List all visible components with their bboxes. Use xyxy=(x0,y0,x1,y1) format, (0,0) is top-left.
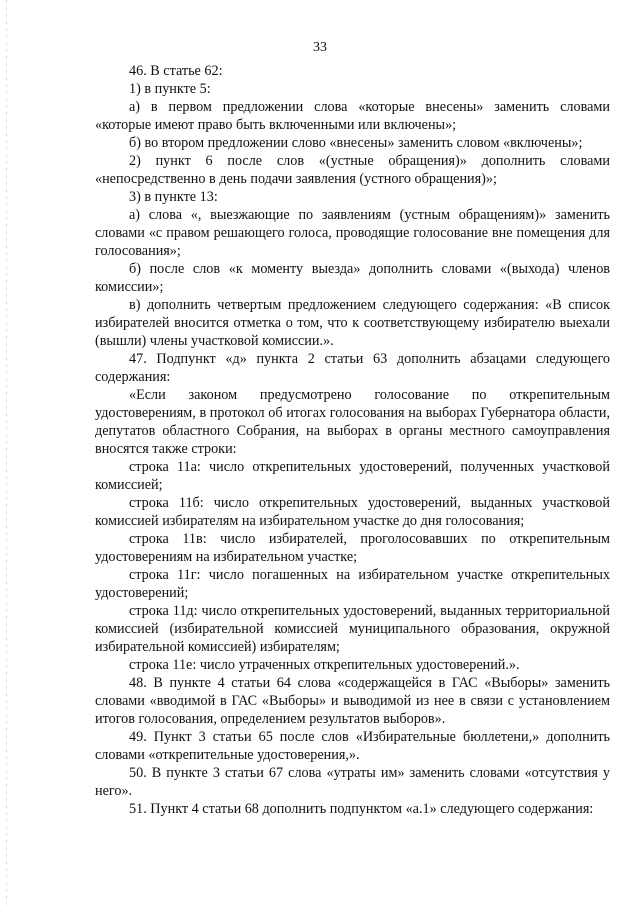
paragraph-46-3: 3) в пункте 13: xyxy=(129,189,218,205)
paragraph-row-11a: строка 11а: число открепительных удостоверений, полученных участковой комиссией; xyxy=(95,459,610,493)
page-number: 33 xyxy=(313,40,327,55)
document-body xyxy=(95,62,610,818)
paragraph-46-3-b: б) после слов «к моменту выезда» дополнить словами «(выхода) членов комиссии»; xyxy=(95,261,610,295)
paragraph-row-11v: строка 11в: число избирателей, проголосовавших по открепительным удостоверениям на избирательном участке; xyxy=(95,531,610,565)
paragraph-46: 46. В статье 62: xyxy=(129,63,223,79)
paragraph-47: 47. Подпункт «д» пункта 2 статьи 63 дополнить абзацами следующего содержания: xyxy=(95,351,610,385)
paragraph-51: 51. Пункт 4 статьи 68 дополнить подпунктом «а.1» следующего содержания: xyxy=(129,801,594,817)
scan-edge-artifact xyxy=(6,0,7,905)
paragraph-46-3-a: а) слова «, выезжающие по заявлениям (устным обращениям)» заменить словами «с правом решающего голоса, проводящие голосование вне помещения для голосования»; xyxy=(95,207,610,259)
paragraph-47-quote: «Если законом предусмотрено голосование по открепительным удостоверениям, в протокол об итогах голосования на выборах Губернатора области, депутатов областного Собрания, на выборах в органы местного самоуправления вносятся также строки: xyxy=(95,387,610,457)
paragraph-46-3-v: в) дополнить четвертым предложением следующего содержания: «В список избирателей вносится отметка о том, что к соответствующему избирателю выехали (вышли) члены участковой комиссии.». xyxy=(95,297,610,349)
paragraph-46-1-a: а) в первом предложении слова «которые внесены» заменить словами «которые имеют право быть включенными или включены»; xyxy=(95,99,610,133)
paragraph-row-11g: строка 11г: число погашенных на избирательном участке открепительных удостоверений; xyxy=(95,567,610,601)
paragraph-49: 49. Пункт 3 статьи 65 после слов «Избирательные бюллетени,» дополнить словами «открепительные удостоверения,». xyxy=(95,729,610,763)
paragraph-row-11e: строка 11е: число утраченных открепительных удостоверений.». xyxy=(129,657,520,673)
paragraph-row-11b: строка 11б: число открепительных удостоверений, выданных участковой комиссией избирателям на избирательном участке до дня голосования; xyxy=(95,495,610,529)
paragraph-row-11d: строка 11д: число открепительных удостоверений, выданных территориальной комиссией (избирательной комиссией муниципального образования, окружной избирательной комиссией) избирателям; xyxy=(95,603,610,655)
paragraph-50: 50. В пункте 3 статьи 67 слова «утраты им» заменить словами «отсутствия у него». xyxy=(95,765,610,799)
paragraph-46-1: 1) в пункте 5: xyxy=(129,81,211,97)
paragraph-46-2: 2) пункт 6 после слов «(устные обращения)» дополнить словами «непосредственно в день подачи заявления (устного обращения)»; xyxy=(95,153,610,187)
paragraph-46-1-b: б) во втором предложении слово «внесены» заменить словом «включены»; xyxy=(129,135,583,151)
paragraph-48: 48. В пункте 4 статьи 64 слова «содержащейся в ГАС «Выборы» заменить словами «вводимой в ГАС «Выборы» и выводимой из нее в связи с установлением итогов голосования, определением результатов выборов». xyxy=(95,675,610,727)
